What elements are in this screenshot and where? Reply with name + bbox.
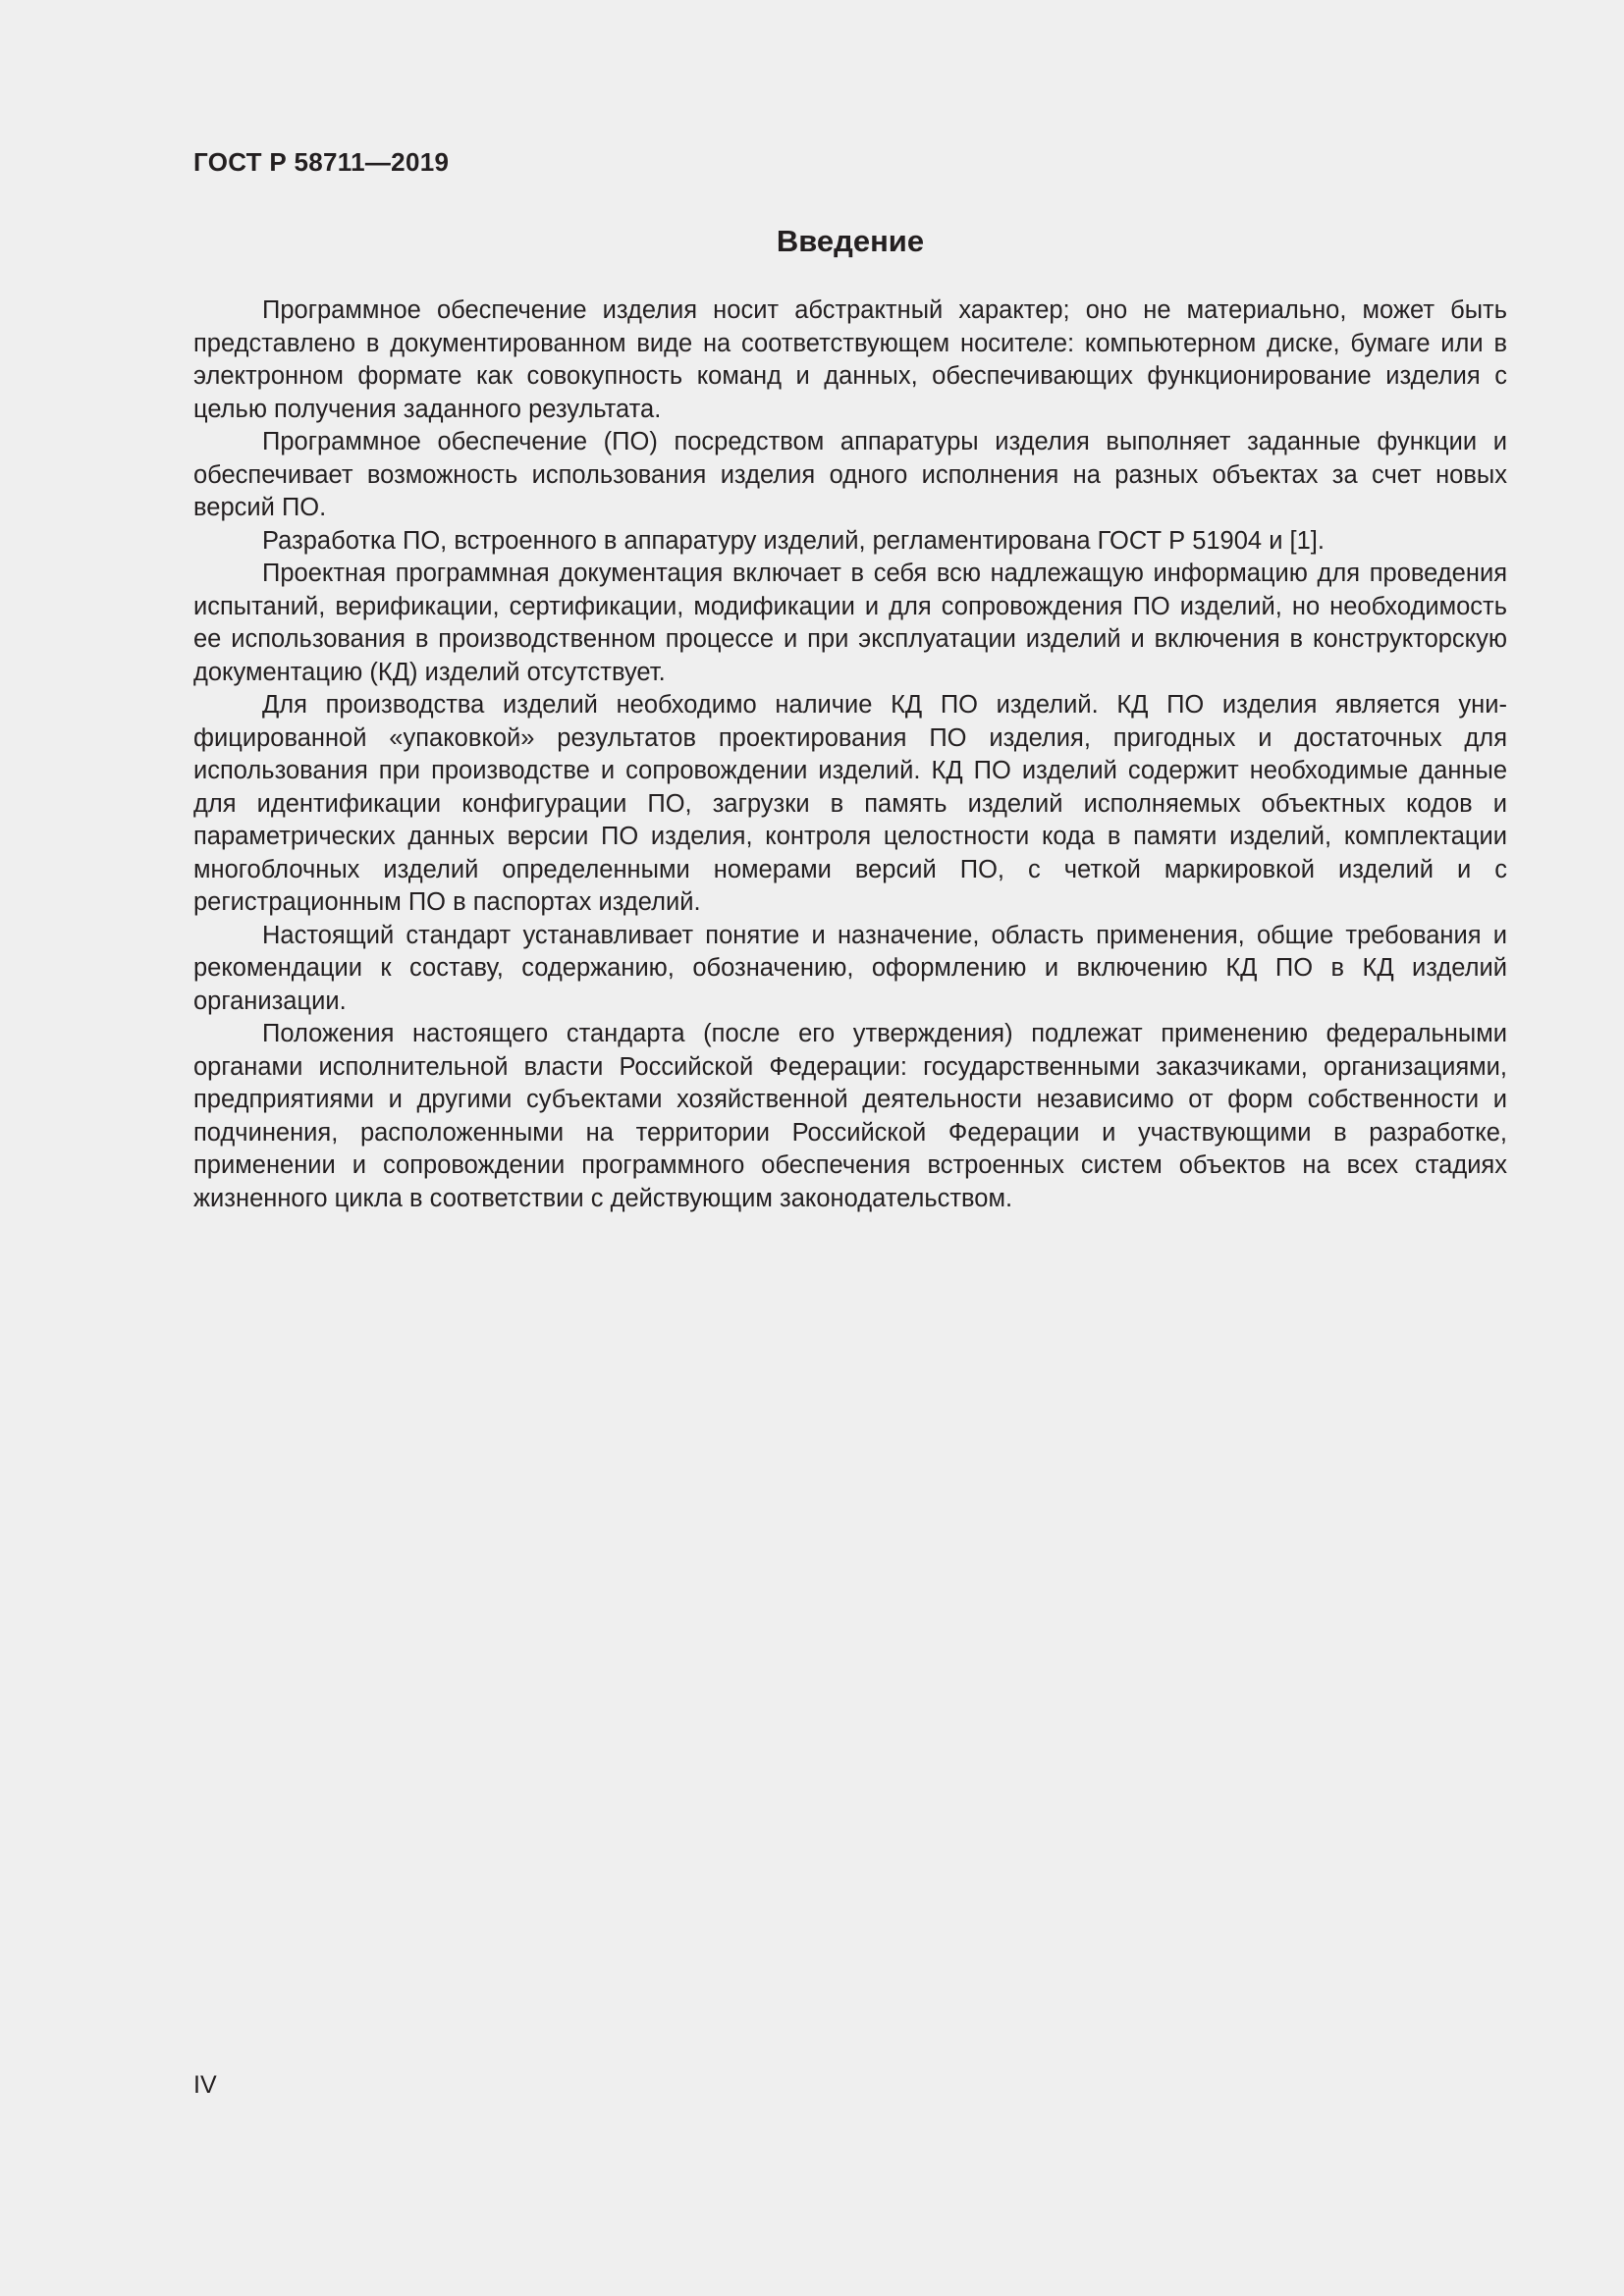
paragraph: Программное обеспечение изделия носит абстрактный характер; оно не материально, может быть представлено в документированном виде на соответствующем носителе: компьютерном диске, бумаге или в электронном формате как совокупность команд и данных, обеспечивающих функционирование изделия с целью получения заданного результата. <box>193 296 1507 423</box>
page-number: IV <box>193 2071 217 2099</box>
paragraph: Программное обеспечение (ПО) посредством аппаратуры изделия выполняет заданные функции и обеспечивает возможность использования изделия одного исполнения на разных объектах за счет новых версий ПО. <box>193 428 1507 521</box>
paragraph: Проектная программная документация включает в себя всю надлежащую информацию для проведения испытаний, верификации, сертификации, модификации и для сопровождения ПО изделий, но необходимость ее использования в производственном процессе и при эксплуатации изделий и включения в конструкторскую документацию (КД) изделий отсутствует. <box>193 560 1507 686</box>
paragraph: Положения настоящего стандарта (после его утверждения) подлежат применению федеральными органами исполнительной власти Российской Федерации: государственными заказчиками, организациями, предприятиями и другими субъектами хозяйственной деятельности независимо от форм собственности и подчинения, расположенными на территории Российской Федерации и участвующими в разработке, применении и сопровождении программного обеспечения встроенных систем объектов на всех стадиях жизненного цикла в соответствии с действующим законодательством. <box>193 1020 1507 1212</box>
section-title: Введение <box>776 224 925 258</box>
document-header: ГОСТ Р 58711—2019 <box>193 147 450 177</box>
body-text <box>193 294 1507 1215</box>
paragraph: Разработка ПО, встроенного в аппаратуру изделий, регламентирована ГОСТ Р 51904 и [1]. <box>262 526 1325 555</box>
paragraph: Для производства изделий необходимо наличие КД ПО изделий. КД ПО изделия является унифицированной «упаковкой» результатов проектирования ПО изделия, пригодных и достаточных для использования при производстве и сопровождении изделий. КД ПО изделий содержит необходимые данные для идентификации конфигурации ПО, загрузки в память изделий исполняемых объектных кодов и параметрических данных версии ПО изделия, контроля целостности кода в памяти изделий, комплектации многоблочных изделий определенными номерами версий ПО, с четкой маркировкой изделий и с регистрационным ПО в паспортах изделий. <box>193 691 1507 916</box>
paragraph: Настоящий стандарт устанавливает понятие и назначение, область применения, общие требования и рекомендации к составу, содержанию, обозначению, оформлению и включению КД ПО в КД изделий организации. <box>193 921 1507 1015</box>
